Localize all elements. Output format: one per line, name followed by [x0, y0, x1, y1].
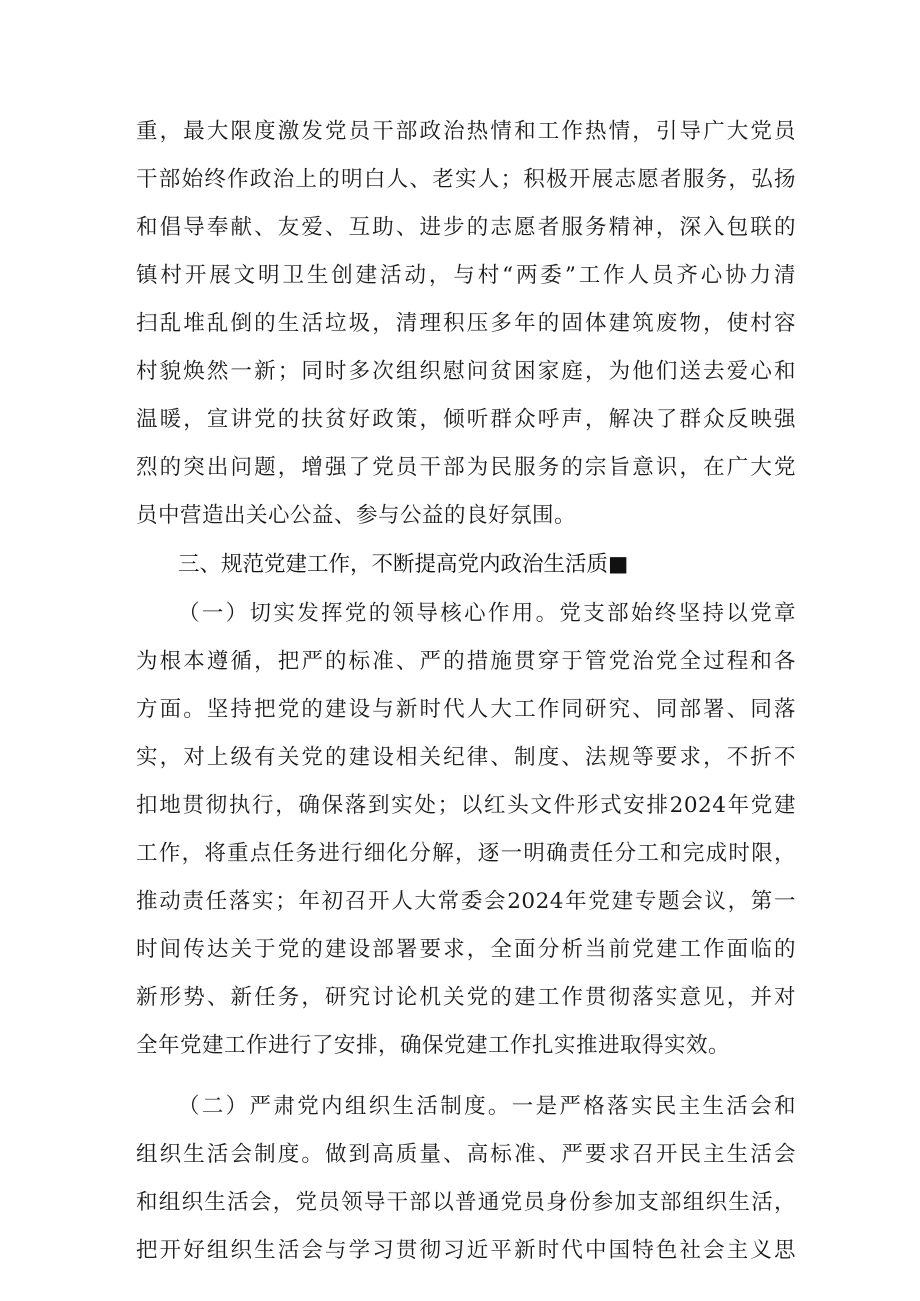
- para3-line: 和组织生活会，党员领导干部以普通党员身份参加支部组织生活，: [136, 1190, 796, 1215]
- section-heading: 三、规范党建工作，不断提高党内政治生活质■: [178, 552, 629, 577]
- para2-line: 时间传达关于党的建设部署要求，全面分析当前党建工作面临的: [136, 937, 796, 962]
- para3-line: 把开好组织生活会与学习贯彻习近平新时代中国特色社会主义思: [136, 1238, 796, 1263]
- para2-line: 全年党建工作进行了安排，确保党建工作扎实推进取得实效。: [136, 1033, 731, 1058]
- para2-line: 新形势、新任务，研究讨论机关党的建工作贯彻落实意见，并对: [136, 985, 796, 1010]
- para1-line: 烈的突出问题，增强了党员干部为民服务的宗旨意识，在广大党: [136, 455, 796, 480]
- para2-line: 扣地贯彻执行，确保落到实处；以红头文件形式安排2024年党建: [136, 793, 796, 818]
- para2-line: 工作，将重点任务进行细化分解，逐一明确责任分工和完成时限，: [136, 841, 796, 866]
- para2-line: 方面。坚持把党的建设与新时代人大工作同研究、同部署、同落: [136, 697, 796, 722]
- para1-line: 员中营造出关心公益、参与公益的良好氛围。: [136, 503, 577, 528]
- para3-line: 组织生活会制度。做到高质量、高标准、严要求召开民主生活会: [136, 1142, 796, 1167]
- para2-line: 实，对上级有关党的建设相关纪律、制度、法规等要求，不折不: [136, 745, 796, 770]
- para1-line: 镇村开展文明卫生创建活动，与村“两委”工作人员齐心协力清: [136, 263, 796, 288]
- para1-line: 扫乱堆乱倒的生活垃圾，清理积压多年的固体建筑废物，使村容: [136, 311, 796, 336]
- para1-line: 和倡导奉献、友爱、互助、进步的志愿者服务精神，深入包联的: [136, 215, 796, 240]
- para2-line: 为根本遵循，把严的标准、严的措施贯穿于管党治党全过程和各: [136, 649, 796, 674]
- para2-line: 推动责任落实；年初召开人大常委会2024年党建专题会议，第一: [136, 889, 796, 914]
- para1-line: 干部始终作政治上的明白人、老实人；积极开展志愿者服务，弘扬: [136, 167, 796, 192]
- para1-line: 重，最大限度激发党员干部政治热情和工作热情，引导广大党员: [136, 119, 796, 144]
- para3-line: （二）严肃党内组织生活制度。一是严格落实民主生活会和: [178, 1094, 796, 1119]
- para1-line: 村貌焕然一新；同时多次组织慰问贫困家庭，为他们送去爱心和: [136, 359, 796, 384]
- para2-line: （一）切实发挥党的领导核心作用。党支部始终坚持以党章: [178, 601, 796, 626]
- para1-line: 温暖，宣讲党的扶贫好政策，倾听群众呼声，解决了群众反映强: [136, 407, 796, 432]
